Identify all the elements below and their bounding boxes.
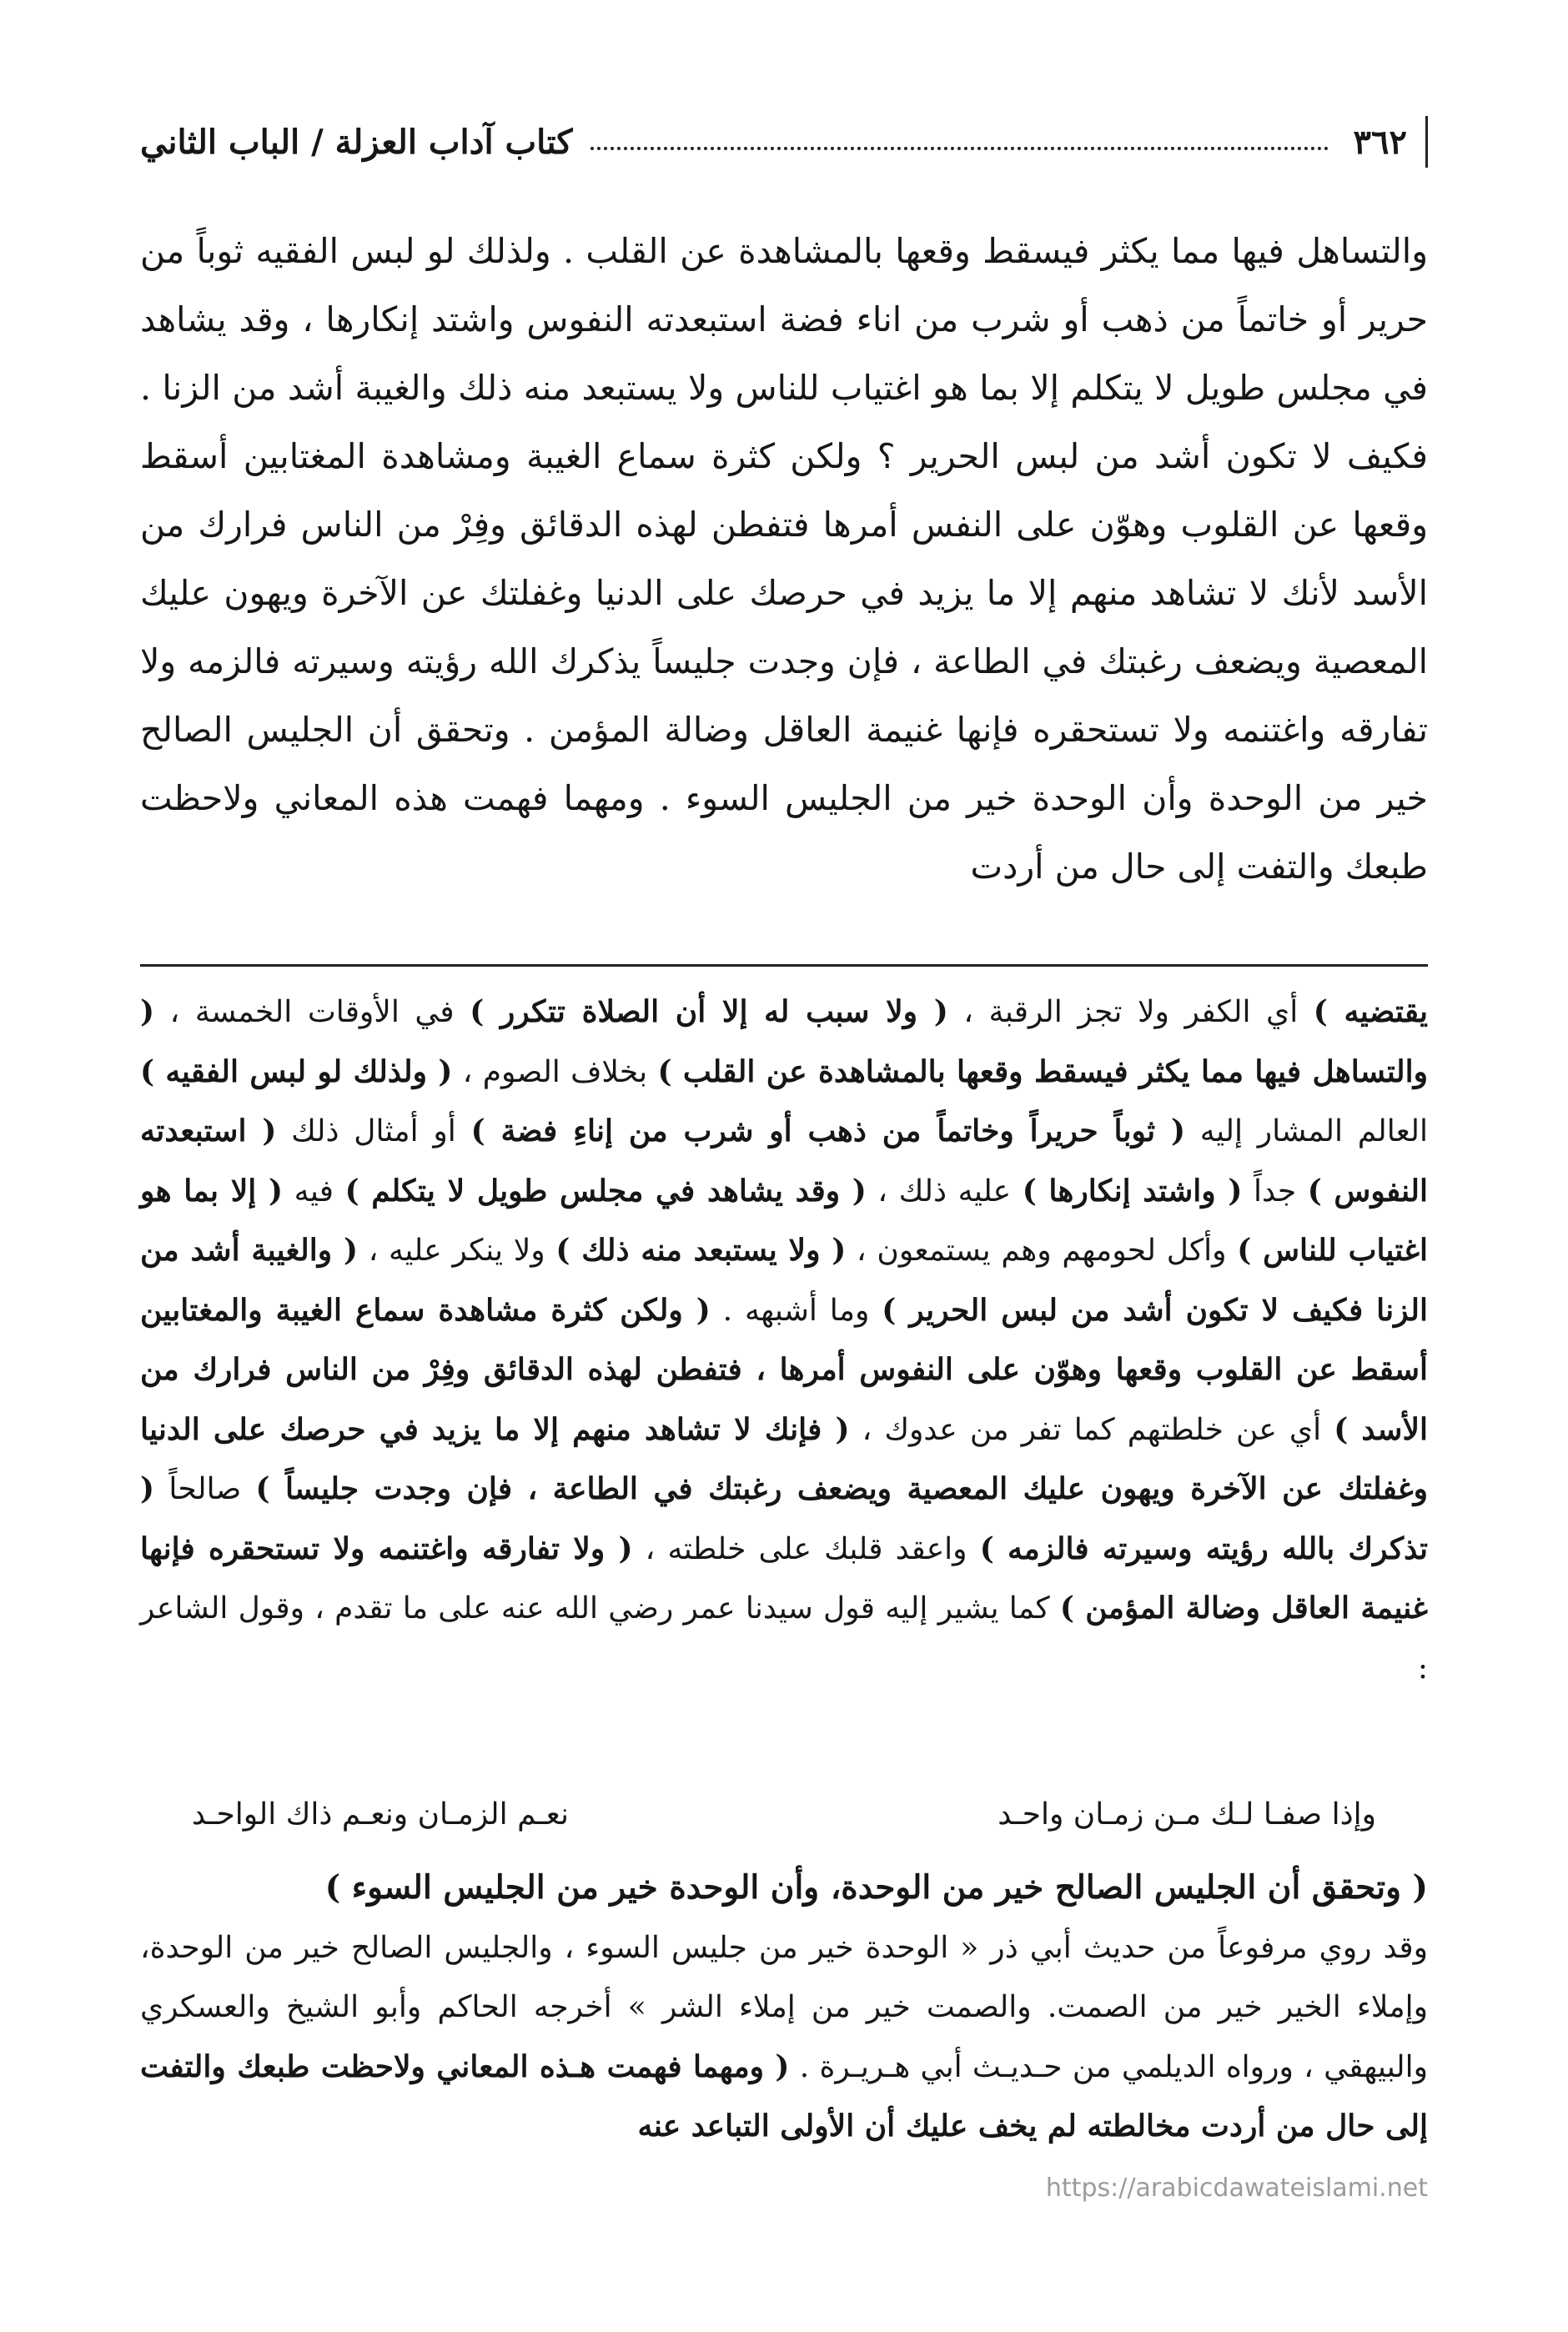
commentary-segment: جداً [1242,1174,1308,1209]
header-dot-leader [591,147,1328,150]
commentary-segment: في الأوقات الخمسة ، [154,995,470,1029]
poetry-verse [192,1785,1376,1843]
commentary-segment: بخلاف الصوم ، [452,1054,658,1089]
quoted-matn-segment: ( فإنك لا تشاهد منهم إلا ما يزيد في حرصك على الدنيا وغفلتك عن الآخرة ويهون عليك المعصية ويضعف رغبتك في الطاعة ، فإن وجدت جليساً ) [140,1411,1428,1506]
page-number: ٣٦٢ [1353,122,1407,162]
commentary-segment: صالحاً [154,1472,256,1506]
quoted-matn-segment: ( ولا يستبعد منه ذلك ) [555,1233,847,1268]
commentary-segment: وقد روي مرفوعاً من حديث أبي ذر « الوحدة خير من جليس السوء ، والجليس الصالح خير من الوحدة، وإملاء الخير خير من الصمت. والصمت خير من إملاء الشر » أخرجه الحاكم وأبو الشيخ والعسكري والبيهقي ، ورواه الديلمي من حـديـث أبي هـريـرة . [140,1930,1428,2084]
quoted-matn-segment: ( ثوباً حريراً وخاتماً من ذهب أو شرب من إناءِ فضة ) [470,1113,1186,1148]
quoted-matn-segment: ( تذكرك بالله رؤيته وسيرته فالزمه ) [140,1471,1428,1566]
quoted-matn-segment: ( والغيبة أشد من الزنا فكيف لا تكون أشد من لبس الحرير ) [140,1233,1428,1328]
header-bar [1425,116,1428,168]
watermark-url: https://arabicdawateislami.net [1045,2174,1428,2203]
commentary-segment: أي عن خلطتهم كما تفر من عدوك ، [849,1412,1334,1447]
quoted-matn-segment: ( ومهما فهمت هـذه المعاني ولاحظت طبعك والتفت إلى حال من أردت مخالطته لم يخف عليك أن الأولى التباعد عنه [140,2048,1428,2144]
commentary-segment: أو أمثال ذلك [276,1114,471,1148]
commentary-segment: أي الكفر ولا تجز الرقبة ، [947,995,1314,1029]
verse-second-hemistich: نعـم الزمـان ونعـم ذاك الواحـد [192,1797,569,1832]
verse-first-hemistich: وإذا صفـا لـك مـن زمـان واحـد [998,1797,1376,1832]
quoted-matn-segment: ( واشتد إنكارها ) [1022,1173,1243,1209]
commentary-segment: ولا ينكر عليه ، [357,1234,556,1268]
commentary-segment: واعقد قلبك على خلطته ، [632,1531,980,1566]
commentary-section-2 [140,1858,1428,2157]
commentary-segment: العالم المشار إليه [1185,1114,1429,1148]
quoted-matn-segment: يقتضيه ) [1313,994,1428,1029]
quoted-matn-segment: ( والتساهل فيها مما يكثر فيسقط وقعها بالمشاهدة عن القلب ) [140,994,1429,1089]
commentary-paragraph-2 [140,1918,1428,2157]
running-title: كتاب آداب العزلة / الباب الثاني [140,122,573,162]
main-paragraph: والتساهل فيها مما يكثر فيسقط وقعها بالمشاهدة عن القلب . ولذلك لو لبس الفقيه ثوباً من حرير أو خاتماً من ذهب أو شرب من اناء فضة استبعدته النفوس واشتد إنكارها ، وقد يشاهد في مجلس طويل لا يتكلم إلا بما هو اغتياب للناس ولا يستبعد منه ذلك والغيبة أشد من الزنا . فكيف لا تكون أشد من لبس الحرير ؟ ولكن كثرة سماع الغيبة ومشاهدة المغتابين أسقط وقعها عن القلوب وهوّن على النفس أمرها فتفطن لهذه الدقائق وفِرْ من الناس فرارك من الأسد لأنك لا تشاهد منهم إلا ما يزيد في حرصك على الدنيا وغفلتك عن الآخرة ويهون عليك المعصية ويضعف رغبتك في الطاعة ، فإن وجدت جليساً يذكرك الله رؤيته وسيرته فالزمه ولا تفارقه واغتنمه ولا تستحقره فإنها غنيمة العاقل وضالة المؤمن . وتحقق أن الجليس الصالح خير من الوحدة وأن الوحدة خير من الجليس السوء . ومهما فهمت هذه المعاني ولاحظت طبعك والتفت إلى حال من أردت [140,231,1428,887]
commentary-heading: ( وتحقق أن الجليس الصالح خير من الوحدة، وأن الوحدة خير من الجليس السوء ) [324,1868,1428,1907]
page-header [140,100,1428,183]
quoted-matn-segment: ( استبعدته النفوس ) [140,1113,1429,1209]
separator-rule [140,964,1428,967]
quoted-matn-segment: ( وقد يشاهد في مجلس طويل لا يتكلم ) [344,1173,867,1209]
quoted-matn-segment: ( ولذلك لو لبس الفقيه ) [140,1053,453,1089]
quoted-matn-segment: ( إلا بما هو اغتياب للناس ) [140,1173,1428,1268]
commentary-segment: وما أشبهه . [710,1293,882,1328]
commentary-segment: فيه [283,1174,345,1209]
commentary [140,983,1428,1698]
commentary-paragraph [140,983,1428,1698]
commentary-segment: وأكل لحومهم وهم يستمعون ، [846,1234,1238,1268]
commentary-segment: عليه ذلك ، [866,1174,1023,1209]
commentary-segment: كما يشير إليه قول سيدنا عمر رضي الله عنه على ما تقدم ، وقول الشاعر : [140,1591,1428,1686]
quoted-matn-segment: ( ولا سبب له إلا أن الصلاة تتكرر ) [470,994,948,1029]
quoted-matn-segment: ( ولا تفارقه واغتنمه ولا تستحقره فإنها غنيمة العاقل وضالة المؤمن ) [140,1530,1428,1626]
quoted-matn-segment: ( ولكن كثرة مشاهدة سماع الغيبة والمغتابين أسقط عن القلوب وقعها وهوّن على النفوس أمرها ، فتفطن لهذه الدقائق وفِرْ من الناس فرارك من الأسد ) [140,1292,1428,1447]
main-text [140,217,1428,901]
